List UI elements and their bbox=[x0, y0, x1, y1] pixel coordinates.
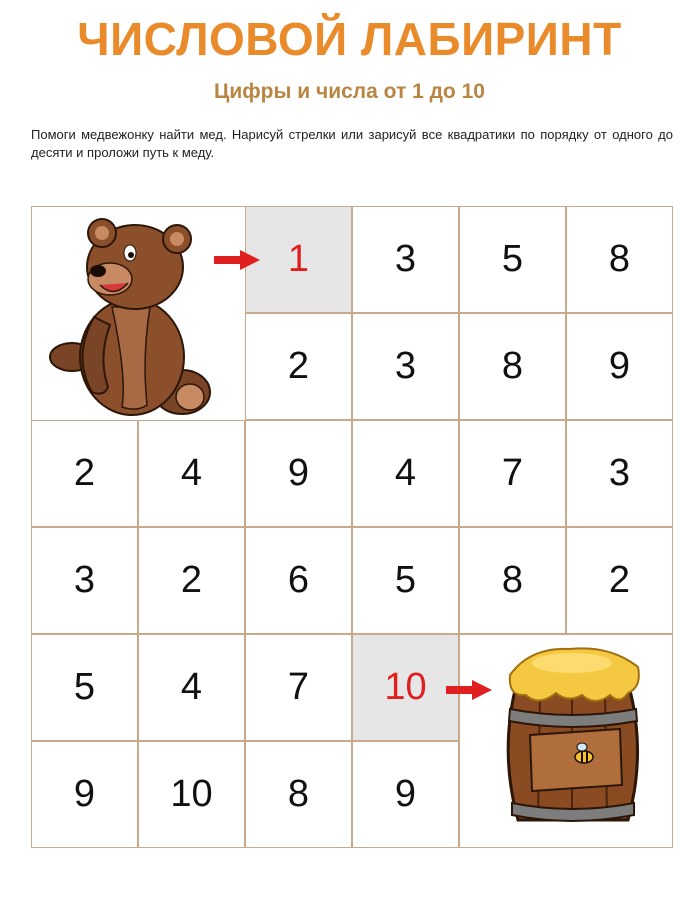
maze-cell[interactable]: 10 bbox=[138, 741, 245, 848]
maze-cell[interactable]: 8 bbox=[566, 206, 673, 313]
bear-illustration bbox=[31, 206, 246, 421]
maze-cell[interactable]: 3 bbox=[566, 420, 673, 527]
maze-cell[interactable]: 5 bbox=[31, 634, 138, 741]
number-maze-grid bbox=[31, 206, 673, 848]
maze-cell[interactable]: 3 bbox=[352, 206, 459, 313]
maze-cell[interactable]: 5 bbox=[459, 206, 566, 313]
maze-cell[interactable]: 9 bbox=[31, 741, 138, 848]
page-subtitle: Цифры и числа от 1 до 10 bbox=[214, 80, 485, 103]
maze-cell[interactable]: 8 bbox=[245, 741, 352, 848]
start-arrow-icon bbox=[214, 250, 260, 275]
maze-finish-cell[interactable]: 10 bbox=[352, 634, 459, 741]
maze-cell[interactable]: 2 bbox=[566, 527, 673, 634]
maze-cell[interactable]: 4 bbox=[352, 420, 459, 527]
maze-cell[interactable]: 3 bbox=[31, 527, 138, 634]
maze-cell[interactable]: 7 bbox=[245, 634, 352, 741]
maze-cell[interactable]: 3 bbox=[352, 313, 459, 420]
maze-cell[interactable]: 2 bbox=[138, 527, 245, 634]
instructions-text: Помоги медвежонку найти мед. Нарисуй стрелки или зарисуй все квадратики по порядку от одного до десяти и проложи путь к меду. bbox=[31, 127, 673, 160]
maze-cell[interactable]: 2 bbox=[31, 420, 138, 527]
finish-arrow-icon bbox=[446, 680, 492, 705]
maze-cell[interactable]: 7 bbox=[459, 420, 566, 527]
maze-cell[interactable]: 4 bbox=[138, 420, 245, 527]
maze-start-cell[interactable]: 1 bbox=[245, 206, 352, 313]
maze-cell[interactable]: 9 bbox=[352, 741, 459, 848]
page-title: ЧИСЛОВОЙ ЛАБИРИНТ bbox=[77, 13, 622, 65]
maze-cell[interactable]: 2 bbox=[245, 313, 352, 420]
maze-cell[interactable]: 4 bbox=[138, 634, 245, 741]
maze-cell[interactable]: 6 bbox=[245, 527, 352, 634]
maze-cell[interactable]: 9 bbox=[245, 420, 352, 527]
honey-barrel-illustration bbox=[459, 634, 673, 848]
maze-cell[interactable]: 8 bbox=[459, 313, 566, 420]
maze-cell[interactable]: 9 bbox=[566, 313, 673, 420]
maze-cell[interactable]: 5 bbox=[352, 527, 459, 634]
maze-cell[interactable]: 8 bbox=[459, 527, 566, 634]
